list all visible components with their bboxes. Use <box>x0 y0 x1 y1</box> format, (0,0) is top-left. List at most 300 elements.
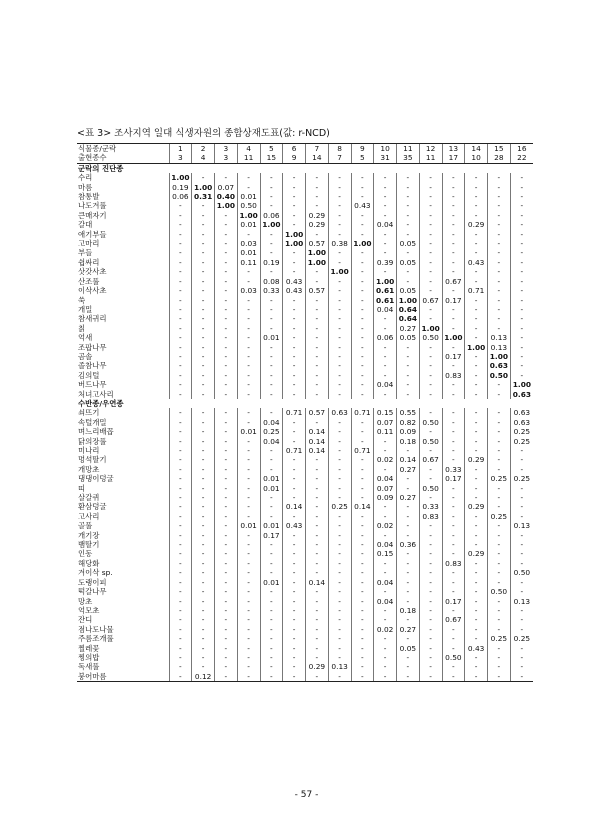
value-cell: - <box>510 531 533 540</box>
value-cell: - <box>510 484 533 493</box>
value-cell: 0.43 <box>283 521 306 530</box>
value-cell: - <box>442 380 465 389</box>
value-cell: - <box>328 380 351 389</box>
value-cell: - <box>192 455 215 464</box>
value-cell: 0.14 <box>306 427 329 436</box>
value-cell: - <box>283 267 306 276</box>
value-cell: - <box>488 672 511 682</box>
value-cell: - <box>442 512 465 521</box>
value-cell: - <box>283 455 306 464</box>
value-cell: - <box>488 606 511 615</box>
value-cell: - <box>510 465 533 474</box>
value-cell: 1.00 <box>215 201 238 210</box>
value-cell: - <box>169 380 192 389</box>
value-cell: 0.01 <box>237 427 260 436</box>
value-cell: - <box>465 333 488 342</box>
value-cell: - <box>283 597 306 606</box>
value-cell: - <box>237 437 260 446</box>
value-cell: - <box>419 597 442 606</box>
value-cell: 0.14 <box>306 446 329 455</box>
value-cell: - <box>192 220 215 229</box>
value-cell: - <box>169 418 192 427</box>
value-cell: - <box>328 192 351 201</box>
value-cell: 0.25 <box>260 427 283 436</box>
value-cell: - <box>237 653 260 662</box>
value-cell: - <box>237 343 260 352</box>
value-cell: - <box>283 324 306 333</box>
value-cell: - <box>397 173 420 182</box>
value-cell: - <box>374 606 397 615</box>
value-cell: - <box>169 201 192 210</box>
value-cell: - <box>351 427 374 436</box>
value-cell: - <box>169 314 192 323</box>
value-cell: 0.14 <box>351 502 374 511</box>
value-cell: - <box>237 540 260 549</box>
value-cell: - <box>169 408 192 417</box>
table-row <box>77 606 533 615</box>
value-cell: - <box>351 625 374 634</box>
header-count-1: 3 <box>169 153 192 163</box>
table-row <box>77 578 533 587</box>
value-cell: - <box>351 183 374 192</box>
table-row <box>77 277 533 286</box>
species-name: 인동 <box>78 549 93 559</box>
value-cell: - <box>465 314 488 323</box>
value-cell: - <box>419 352 442 361</box>
value-cell: - <box>283 474 306 483</box>
value-cell: - <box>442 173 465 182</box>
value-cell: - <box>306 512 329 521</box>
value-cell: - <box>260 625 283 634</box>
value-cell: - <box>374 465 397 474</box>
value-cell: - <box>419 230 442 239</box>
value-cell: - <box>488 277 511 286</box>
value-cell: - <box>328 644 351 653</box>
value-cell: 0.71 <box>351 446 374 455</box>
value-cell: - <box>306 343 329 352</box>
value-cell: - <box>419 427 442 436</box>
table-row <box>77 314 533 323</box>
value-cell: - <box>306 474 329 483</box>
value-cell: - <box>397 371 420 380</box>
value-cell: - <box>442 183 465 192</box>
value-cell: - <box>419 267 442 276</box>
value-cell: - <box>260 352 283 361</box>
value-cell: - <box>465 521 488 530</box>
value-cell: - <box>419 239 442 248</box>
value-cell: 0.50 <box>419 418 442 427</box>
species-name: 참통발 <box>78 192 100 202</box>
value-cell: - <box>397 267 420 276</box>
value-cell: 0.71 <box>283 446 306 455</box>
value-cell: - <box>374 531 397 540</box>
value-cell: - <box>192 390 215 399</box>
table-row <box>77 437 533 446</box>
value-cell: - <box>215 540 238 549</box>
value-cell: - <box>419 277 442 286</box>
value-cell: - <box>192 427 215 436</box>
value-cell: - <box>328 427 351 436</box>
value-cell: - <box>260 493 283 502</box>
value-cell: - <box>465 465 488 474</box>
value-cell: - <box>465 352 488 361</box>
table-row <box>77 455 533 464</box>
value-cell: - <box>260 239 283 248</box>
value-cell: - <box>397 653 420 662</box>
value-cell: - <box>215 333 238 342</box>
value-cell: - <box>328 296 351 305</box>
value-cell: - <box>397 211 420 220</box>
value-cell: - <box>283 343 306 352</box>
value-cell: 0.04 <box>374 597 397 606</box>
value-cell: - <box>192 474 215 483</box>
header-group-5: 5 <box>260 144 283 154</box>
table-row <box>77 615 533 624</box>
value-cell: 0.15 <box>374 549 397 558</box>
value-cell: - <box>169 474 192 483</box>
value-cell: - <box>283 333 306 342</box>
value-cell: - <box>419 531 442 540</box>
value-cell: - <box>510 446 533 455</box>
value-cell: - <box>328 286 351 295</box>
value-cell: - <box>169 587 192 596</box>
value-cell: - <box>397 230 420 239</box>
table-row <box>77 408 533 417</box>
value-cell: - <box>351 324 374 333</box>
value-cell: - <box>442 672 465 682</box>
value-cell: - <box>237 418 260 427</box>
value-cell: 0.25 <box>510 634 533 643</box>
value-cell: 0.43 <box>283 277 306 286</box>
value-cell: - <box>169 427 192 436</box>
value-cell: - <box>283 211 306 220</box>
value-cell: - <box>237 446 260 455</box>
value-cell: - <box>192 267 215 276</box>
value-cell: 0.63 <box>510 390 533 399</box>
value-cell: - <box>283 220 306 229</box>
value-cell: - <box>510 606 533 615</box>
value-cell: - <box>351 540 374 549</box>
value-cell: - <box>442 220 465 229</box>
value-cell: - <box>442 408 465 417</box>
value-cell: 0.33 <box>260 286 283 295</box>
value-cell: - <box>419 559 442 568</box>
value-cell: - <box>328 549 351 558</box>
value-cell: - <box>169 390 192 399</box>
value-cell: - <box>510 371 533 380</box>
value-cell: - <box>351 521 374 530</box>
species-name: 개밀 <box>78 304 93 314</box>
value-cell: - <box>237 305 260 314</box>
value-cell: - <box>192 484 215 493</box>
value-cell: - <box>306 615 329 624</box>
value-cell: - <box>351 474 374 483</box>
value-cell: - <box>169 239 192 248</box>
species-name: 주름조개풀 <box>78 634 114 644</box>
value-cell: 0.38 <box>328 239 351 248</box>
value-cell: - <box>192 493 215 502</box>
value-cell: - <box>306 192 329 201</box>
value-cell: - <box>237 606 260 615</box>
value-cell: - <box>169 559 192 568</box>
value-cell: - <box>465 559 488 568</box>
header-count-3: 3 <box>215 153 238 163</box>
species-name: 억모초 <box>78 605 100 615</box>
species-name: 갈대 <box>78 220 93 230</box>
species-name: 나도겨풀 <box>78 201 107 211</box>
value-cell: - <box>488 653 511 662</box>
value-cell: - <box>374 653 397 662</box>
value-cell: 0.61 <box>374 286 397 295</box>
value-cell: - <box>306 540 329 549</box>
value-cell: - <box>237 625 260 634</box>
value-cell: - <box>465 672 488 682</box>
value-cell: 0.01 <box>237 220 260 229</box>
species-name: 독새풀 <box>78 662 100 672</box>
header-count-7: 14 <box>306 153 329 163</box>
value-cell: - <box>465 446 488 455</box>
value-cell: - <box>328 540 351 549</box>
value-cell: - <box>510 662 533 671</box>
value-cell: - <box>442 606 465 615</box>
value-cell: - <box>169 484 192 493</box>
value-cell: - <box>374 662 397 671</box>
value-cell: - <box>351 455 374 464</box>
value-cell: 0.29 <box>465 220 488 229</box>
value-cell: - <box>488 286 511 295</box>
value-cell: - <box>442 343 465 352</box>
value-cell: - <box>374 502 397 511</box>
value-cell: - <box>237 230 260 239</box>
species-name: 골풀 <box>78 521 93 531</box>
value-cell: - <box>192 531 215 540</box>
table-row <box>77 474 533 483</box>
value-cell: 0.50 <box>237 201 260 210</box>
species-name: 쇠뜨기 <box>78 408 100 418</box>
value-cell: - <box>237 644 260 653</box>
value-cell: 0.04 <box>260 437 283 446</box>
value-cell: - <box>169 248 192 257</box>
table-row <box>77 418 533 427</box>
value-cell: - <box>488 183 511 192</box>
species-name: 며느리배꼽 <box>78 427 114 437</box>
value-cell: 0.18 <box>397 437 420 446</box>
table-row <box>77 568 533 577</box>
value-cell: - <box>283 427 306 436</box>
value-cell: 0.14 <box>397 455 420 464</box>
value-cell: - <box>442 267 465 276</box>
table-body <box>77 163 533 681</box>
value-cell: - <box>397 634 420 643</box>
value-cell: - <box>328 615 351 624</box>
value-cell: - <box>510 587 533 596</box>
value-cell: 0.03 <box>237 239 260 248</box>
value-cell: - <box>351 211 374 220</box>
value-cell: - <box>328 521 351 530</box>
value-cell: - <box>510 578 533 587</box>
value-cell: - <box>442 578 465 587</box>
value-cell: - <box>192 333 215 342</box>
value-cell: - <box>510 183 533 192</box>
value-cell: - <box>328 324 351 333</box>
value-cell: - <box>283 606 306 615</box>
value-cell: - <box>397 277 420 286</box>
value-cell: 0.61 <box>374 296 397 305</box>
value-cell: - <box>465 267 488 276</box>
section-row <box>77 163 533 173</box>
species-name: 버드나무 <box>78 380 107 390</box>
value-cell: - <box>283 173 306 182</box>
value-cell: 1.00 <box>510 380 533 389</box>
value-cell: - <box>465 493 488 502</box>
value-cell: - <box>510 493 533 502</box>
value-cell: - <box>465 578 488 587</box>
value-cell: - <box>397 597 420 606</box>
value-cell: - <box>419 493 442 502</box>
value-cell: - <box>374 361 397 370</box>
value-cell: - <box>192 540 215 549</box>
value-cell: 0.03 <box>237 286 260 295</box>
header-count-16: 22 <box>510 153 533 163</box>
table-row <box>77 371 533 380</box>
value-cell: 1.00 <box>328 267 351 276</box>
header-count-4: 11 <box>237 153 260 163</box>
value-cell: - <box>465 390 488 399</box>
value-cell: - <box>397 484 420 493</box>
value-cell: - <box>169 549 192 558</box>
value-cell: 0.50 <box>419 484 442 493</box>
value-cell: 0.06 <box>169 192 192 201</box>
value-cell: - <box>215 615 238 624</box>
value-cell: - <box>374 324 397 333</box>
value-cell: - <box>328 597 351 606</box>
value-cell: - <box>419 248 442 257</box>
value-cell: - <box>283 296 306 305</box>
value-cell: - <box>488 211 511 220</box>
value-cell: - <box>442 634 465 643</box>
table-row <box>77 267 533 276</box>
value-cell: - <box>283 493 306 502</box>
value-cell: - <box>351 305 374 314</box>
value-cell: - <box>260 502 283 511</box>
value-cell: - <box>397 568 420 577</box>
value-cell: - <box>283 305 306 314</box>
header-group-1: 1 <box>169 144 192 154</box>
value-cell: - <box>419 211 442 220</box>
table-row <box>77 173 533 182</box>
value-cell: - <box>397 390 420 399</box>
value-cell: - <box>169 521 192 530</box>
value-cell: - <box>351 277 374 286</box>
value-cell: - <box>328 465 351 474</box>
value-cell: 0.07 <box>374 418 397 427</box>
table-row <box>77 305 533 314</box>
species-name: 부들 <box>78 248 93 258</box>
value-cell: - <box>260 512 283 521</box>
header-group-12: 12 <box>419 144 442 154</box>
value-cell: - <box>215 277 238 286</box>
table-row <box>77 390 533 399</box>
value-cell: - <box>510 653 533 662</box>
value-cell: - <box>328 625 351 634</box>
value-cell: 0.63 <box>488 361 511 370</box>
value-cell: 0.13 <box>488 343 511 352</box>
value-cell: 0.83 <box>442 371 465 380</box>
value-cell: - <box>510 549 533 558</box>
value-cell: - <box>374 587 397 596</box>
value-cell: - <box>465 625 488 634</box>
value-cell: - <box>215 484 238 493</box>
header-count-2: 4 <box>192 153 215 163</box>
value-cell: - <box>397 559 420 568</box>
value-cell: 0.06 <box>374 333 397 342</box>
species-name: 참새귀리 <box>78 314 107 324</box>
value-cell: - <box>488 540 511 549</box>
value-cell: - <box>306 305 329 314</box>
value-cell: - <box>374 192 397 201</box>
value-cell: - <box>397 549 420 558</box>
value-cell: - <box>215 258 238 267</box>
value-cell: - <box>488 230 511 239</box>
header-group-9: 9 <box>351 144 374 154</box>
value-cell: 0.13 <box>488 333 511 342</box>
species-name: 찡의밥 <box>78 652 100 662</box>
value-cell: - <box>328 606 351 615</box>
value-cell: - <box>488 418 511 427</box>
value-cell: - <box>306 230 329 239</box>
value-cell: 0.31 <box>192 192 215 201</box>
value-cell: - <box>419 474 442 483</box>
value-cell: 0.63 <box>510 408 533 417</box>
value-cell: - <box>465 324 488 333</box>
species-name: 점나도나물 <box>78 624 114 634</box>
value-cell: - <box>215 380 238 389</box>
value-cell: - <box>465 361 488 370</box>
value-cell: - <box>328 343 351 352</box>
value-cell: - <box>328 484 351 493</box>
value-cell: 0.04 <box>374 578 397 587</box>
value-cell: - <box>237 333 260 342</box>
species-name: 미나리 <box>78 446 100 455</box>
value-cell: - <box>465 634 488 643</box>
value-cell: - <box>328 201 351 210</box>
value-cell: - <box>283 192 306 201</box>
species-name: 환삼덩굴 <box>78 502 107 512</box>
value-cell: - <box>192 296 215 305</box>
value-cell: - <box>488 644 511 653</box>
value-cell: - <box>215 352 238 361</box>
value-cell: 0.12 <box>192 672 215 682</box>
value-cell: - <box>419 549 442 558</box>
value-cell: - <box>351 559 374 568</box>
value-cell: 0.25 <box>488 474 511 483</box>
species-name: 김의털 <box>78 370 100 380</box>
value-cell: - <box>169 597 192 606</box>
value-cell: - <box>510 248 533 257</box>
value-cell: - <box>351 484 374 493</box>
value-cell: 0.17 <box>442 352 465 361</box>
value-cell: - <box>419 587 442 596</box>
value-cell: 1.00 <box>306 258 329 267</box>
value-cell: 0.13 <box>328 662 351 671</box>
value-cell: - <box>351 173 374 182</box>
table-row <box>77 343 533 352</box>
value-cell: - <box>488 531 511 540</box>
value-cell: 0.83 <box>442 559 465 568</box>
value-cell: 0.40 <box>215 192 238 201</box>
value-cell: - <box>306 531 329 540</box>
value-cell: - <box>351 512 374 521</box>
